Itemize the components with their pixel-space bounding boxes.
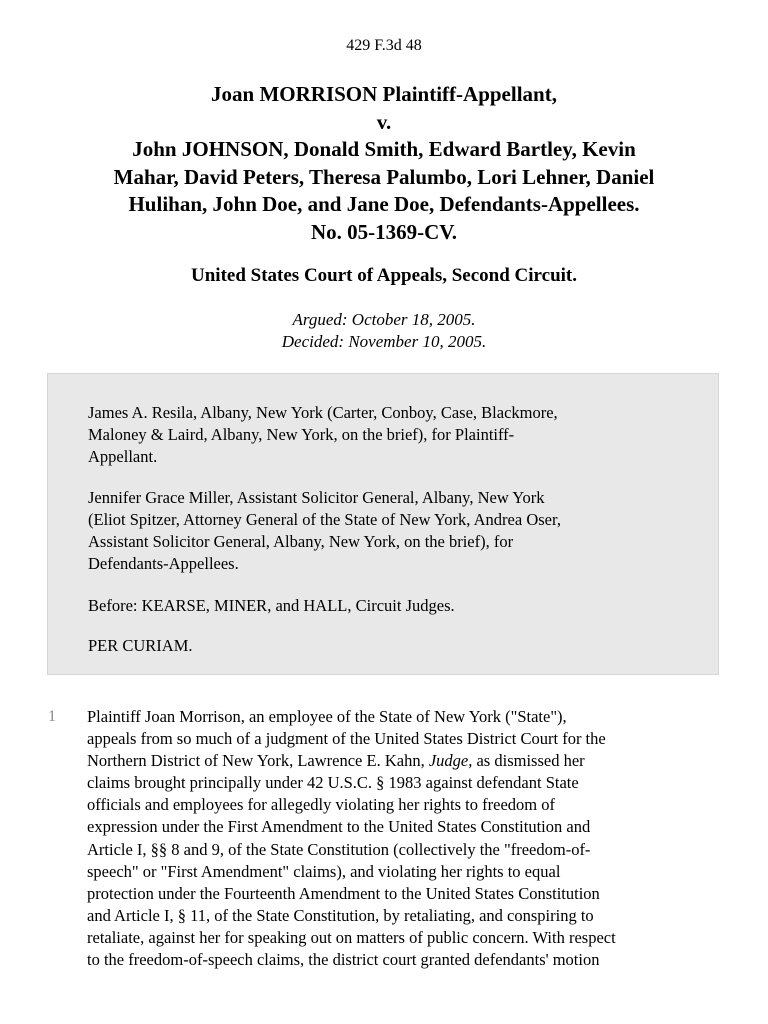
- opinion-line: officials and employees for allegedly violating her rights to freedom of: [87, 795, 555, 815]
- opinion-paragraph: [87, 706, 616, 971]
- opinion-line: and Article I, § 11, of the State Constitution, by retaliating, and conspiring to: [87, 905, 594, 925]
- counsel-line: Assistant Solicitor General, Albany, New York, on the brief), for: [88, 532, 514, 551]
- counsel-line: Maloney & Laird, Albany, New York, on the brief), for Plaintiff-: [88, 425, 515, 444]
- opinion-line: protection under the Fourteenth Amendment to the United States Constitution: [87, 883, 600, 903]
- caption-versus-line: v.: [376, 109, 392, 134]
- counsel-line: Appellant.: [88, 447, 158, 466]
- opinion-text: as dismissed her: [476, 751, 585, 771]
- case-citation: 429 F.3d 48: [346, 37, 422, 54]
- opinion-line: speech" or "First Amendment" claims), and violating her rights to equal: [87, 861, 561, 881]
- court-name: United States Court of Appeals, Second Circuit.: [191, 265, 577, 286]
- opinion-line: [87, 750, 616, 772]
- caption-plaintiff-line: Joan MORRISON Plaintiff-Appellant,: [211, 82, 557, 106]
- appellant-counsel: [88, 402, 558, 468]
- caption-defendants-line: Mahar, David Peters, Theresa Palumbo, Lori Lehner, Daniel: [113, 164, 655, 189]
- case-caption: [40, 81, 728, 246]
- opinion-line: to the freedom-of-speech claims, the district court granted defendants' motion: [87, 950, 600, 970]
- counsel-line: Defendants-Appellees.: [88, 554, 239, 573]
- opinion-line: claims brought principally under 42 U.S.C. § 1983 against defendant State: [87, 773, 579, 793]
- caption-defendants-line: Hulihan, John Doe, and Jane Doe, Defendants-Appellees.: [128, 192, 640, 216]
- caption-defendants-line: John JOHNSON, Donald Smith, Edward Bartley, Kevin: [132, 137, 636, 161]
- counsel-line: Jennifer Grace Miller, Assistant Solicitor General, Albany, New York: [88, 488, 545, 507]
- decided-date: Decided: November 10, 2005.: [281, 332, 487, 351]
- before-line: Before: KEARSE, MINER, and HALL, Circuit Judges.: [88, 596, 455, 615]
- counsel-panel: [47, 373, 719, 675]
- opinion-line: Plaintiff Joan Morrison, an employee of the State of New York ("State"),: [87, 707, 567, 726]
- caption-docket-number: No. 05-1369-CV.: [310, 219, 458, 244]
- panel-judges: [88, 595, 455, 617]
- opinion-line: retaliate, against her for speaking out on matters of public concern. With respect: [87, 927, 616, 947]
- opinion-text: Northern District of New York, Lawrence E. Kahn,: [87, 751, 425, 771]
- counsel-line: James A. Resila, Albany, New York (Carter, Conboy, Case, Blackmore,: [88, 403, 558, 422]
- opinion-line: expression under the First Amendment to the United States Constitution and: [87, 817, 591, 837]
- opinion-italic-text: Judge,: [428, 751, 473, 771]
- per-curiam-line: PER CURIAM.: [88, 636, 193, 655]
- per-curiam: [88, 635, 193, 657]
- argued-date: Argued: October 18, 2005.: [292, 310, 476, 329]
- paragraph-number: 1: [48, 708, 56, 725]
- case-dates: [0, 309, 768, 353]
- opinion-line: Article I, §§ 8 and 9, of the State Constitution (collectively the "freedom-of-: [87, 839, 591, 859]
- opinion-line: appeals from so much of a judgment of the United States District Court for the: [87, 729, 606, 749]
- counsel-line: (Eliot Spitzer, Attorney General of the State of New York, Andrea Oser,: [88, 510, 561, 529]
- appellee-counsel: [88, 487, 561, 575]
